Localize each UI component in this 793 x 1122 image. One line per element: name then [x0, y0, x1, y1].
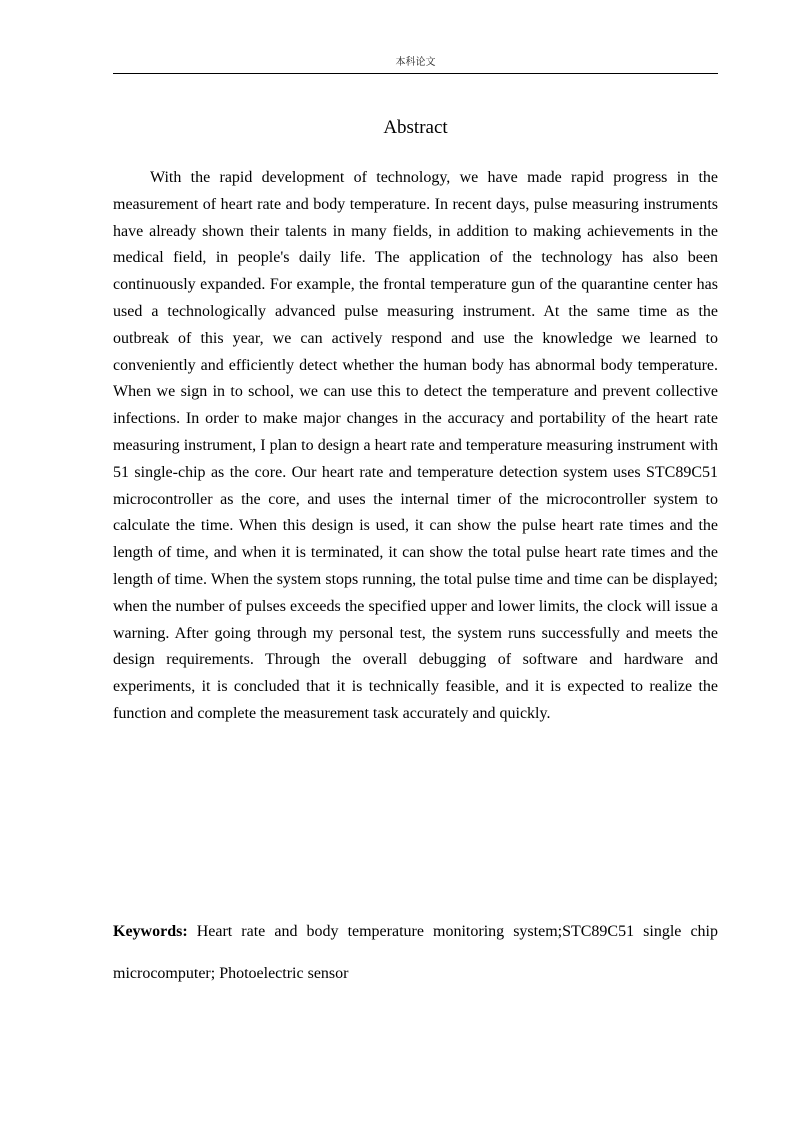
header-rule	[113, 73, 718, 74]
abstract-body: With the rapid development of technology, we have made rapid progress in the measurement of heart rate and body temperature. In recent days, pulse measuring instruments have already shown their talents in many fields, in addition to making achievements in the medical field, in people's daily life. The application of the technology has also been continuously expanded. For example, the frontal temperature gun of the quarantine center has used a technologically advanced pulse measuring instrument. At the same time as the outbreak of this year, we can actively respond and use the knowledge we learned to conveniently and efficiently detect whether the human body has abnormal body temperature. When we sign in to school, we can use this to detect the temperature and prevent collective infections. In order to make major changes in the accuracy and portability of the heart rate measuring instrument, I plan to design a heart rate and temperature measuring instrument with 51 single-chip as the core. Our heart rate and temperature detection system uses STC89C51 microcontroller as the core, and uses the internal timer of the microcontroller system to calculate the time. When this design is used, it can show the pulse heart rate times and the length of time, and when it is terminated, it can show the total pulse heart rate times and the length of time. When the system stops running, the total pulse time and time can be displayed; when the number of pulses exceeds the specified upper and lower limits, the clock will issue a warning. After going through my personal test, the system runs successfully and meets the design requirements. Through the overall debugging of software and hardware and experiments, it is concluded that it is technically feasible, and it is expected to realize the function and complete the measurement task accurately and quickly.	[113, 169, 718, 722]
running-header: 本科论文	[395, 57, 436, 68]
keywords-label: Keywords:	[113, 923, 188, 940]
keywords-text: Heart rate and body temperature monitoring system;STC89C51 single chip microcomputer; Photoelectric sensor	[113, 923, 718, 982]
abstract-title: Abstract	[383, 117, 448, 138]
keywords-paragraph	[113, 911, 718, 995]
